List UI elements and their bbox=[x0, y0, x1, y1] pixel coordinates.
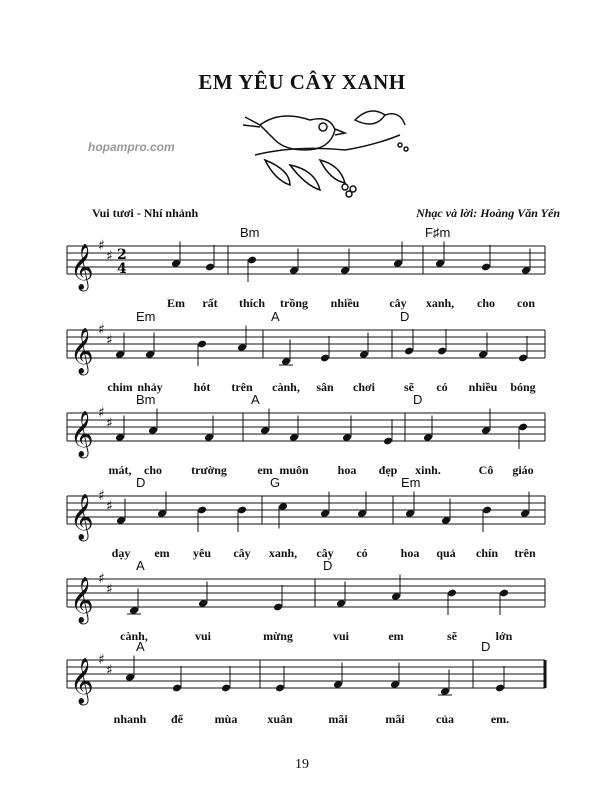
lyric-syllable: Cô bbox=[478, 463, 494, 477]
sharp-icon: ♯ bbox=[98, 238, 105, 254]
lyric-syllable: em. bbox=[490, 712, 510, 726]
lyric-syllable: nhanh bbox=[113, 712, 147, 726]
chord-symbol: D bbox=[481, 639, 491, 654]
lyric-syllable: vui bbox=[332, 629, 350, 643]
page-title: EM YÊU CÂY XANH bbox=[198, 70, 406, 94]
lyric-syllable: cành, bbox=[272, 380, 300, 394]
chord-symbol: A bbox=[136, 639, 145, 654]
chord-symbol: D bbox=[136, 475, 146, 490]
treble-clef-icon: 𝄞 bbox=[70, 658, 94, 704]
sharp-icon: ♯ bbox=[98, 405, 105, 421]
lyric-syllable: hoa bbox=[400, 546, 420, 560]
lyric-syllable: mát, bbox=[108, 463, 132, 477]
sharp-icon: ♯ bbox=[106, 498, 113, 515]
time-signature-bottom: 4 bbox=[117, 261, 127, 277]
lyric-syllable: thích bbox=[238, 296, 266, 310]
lyric-syllable: xuân bbox=[267, 712, 293, 726]
lyric-syllable: chín bbox=[475, 546, 499, 560]
sharp-icon: ♯ bbox=[106, 581, 113, 598]
staff-system-2 bbox=[0, 310, 604, 380]
chord-symbol: A bbox=[271, 309, 280, 324]
lyric-syllable: cho bbox=[477, 296, 495, 310]
chord-symbol: Bm bbox=[240, 225, 260, 240]
lyric-syllable: cho bbox=[144, 463, 162, 477]
lyric-syllable: trên bbox=[231, 380, 253, 394]
lyric-syllable: có bbox=[436, 380, 448, 394]
lyric-syllable: xanh, bbox=[268, 546, 298, 560]
lyric-syllable: mãi bbox=[385, 712, 405, 726]
composer-credit: Nhạc và lời: Hoàng Văn Yến bbox=[416, 206, 560, 220]
lyric-syllable: hót bbox=[193, 380, 211, 394]
lyric-syllable: cây bbox=[316, 546, 334, 560]
treble-clef-icon: 𝄞 bbox=[70, 494, 94, 540]
lyric-syllable: xanh, bbox=[425, 296, 455, 310]
chord-symbol: A bbox=[136, 558, 145, 573]
sharp-icon: ♯ bbox=[98, 652, 105, 668]
lyric-syllable: yêu bbox=[193, 546, 211, 560]
chord-symbol: G bbox=[270, 475, 281, 490]
chord-symbol: D bbox=[323, 558, 333, 573]
lyric-syllable: xinh. bbox=[415, 463, 441, 477]
lyric-syllable: nhiều bbox=[468, 380, 498, 394]
chord-symbol: D bbox=[400, 309, 410, 324]
treble-clef-icon: 𝄞 bbox=[70, 328, 94, 374]
lyric-syllable: trồng bbox=[280, 296, 308, 310]
sharp-icon: ♯ bbox=[106, 662, 113, 679]
treble-clef-icon: 𝄞 bbox=[70, 411, 94, 457]
staff-system-4 bbox=[0, 476, 604, 546]
staff-system-3 bbox=[0, 393, 604, 463]
time-signature-top: 2 bbox=[117, 247, 127, 263]
lyric-syllable: mùa bbox=[214, 712, 238, 726]
lyric-syllable: hoa bbox=[337, 463, 357, 477]
lyric-syllable: để bbox=[171, 712, 183, 726]
lyric-syllable: cây bbox=[233, 546, 251, 560]
page-number: 19 bbox=[295, 757, 309, 772]
sharp-icon: ♯ bbox=[106, 248, 113, 265]
chord-symbol: D bbox=[413, 392, 423, 407]
lyric-syllable: nhảy bbox=[137, 380, 163, 394]
lyric-syllable: của bbox=[436, 712, 454, 726]
lyric-syllable: chơi bbox=[353, 380, 375, 394]
lyric-syllable: sân bbox=[316, 380, 334, 394]
sharp-icon: ♯ bbox=[106, 415, 113, 432]
watermark: hopampro.com bbox=[88, 140, 175, 154]
lyric-syllable: có bbox=[356, 546, 368, 560]
chord-symbol: A bbox=[251, 392, 260, 407]
lyric-syllable: Em bbox=[167, 296, 185, 310]
lyric-syllable: muôn bbox=[279, 463, 309, 477]
chord-symbol: Bm bbox=[136, 392, 156, 407]
lyric-syllable: vui bbox=[194, 629, 212, 643]
lyric-syllable: con bbox=[517, 296, 535, 310]
lyric-syllable: dạy bbox=[111, 546, 131, 560]
staff-system-1 bbox=[0, 226, 604, 296]
sharp-icon: ♯ bbox=[98, 571, 105, 587]
lyric-syllable: mừng bbox=[263, 629, 293, 643]
lyric-syllable: rất bbox=[202, 296, 218, 310]
lyric-syllable: đẹp bbox=[378, 463, 398, 477]
staff-system-6 bbox=[0, 640, 604, 710]
chord-symbol: Em bbox=[401, 475, 421, 490]
lyric-syllable: sẽ bbox=[447, 629, 457, 643]
lyric-syllable: giáo bbox=[512, 463, 534, 477]
lyric-syllable: trường bbox=[191, 463, 227, 477]
staff-system-5 bbox=[0, 559, 604, 629]
lyric-syllable: lớn bbox=[495, 629, 513, 643]
lyric-syllable: sẽ bbox=[404, 380, 414, 394]
lyric-syllable: nhiều bbox=[330, 296, 360, 310]
lyric-syllable: em bbox=[257, 463, 273, 477]
chord-symbol: F♯m bbox=[425, 225, 451, 240]
lyric-syllable: mãi bbox=[328, 712, 348, 726]
sharp-icon: ♯ bbox=[98, 488, 105, 504]
sharp-icon: ♯ bbox=[98, 322, 105, 338]
lyric-syllable: cây bbox=[389, 296, 407, 310]
lyric-syllable: em bbox=[388, 629, 404, 643]
lyric-syllable: chim bbox=[107, 380, 133, 394]
lyric-syllable: bóng bbox=[510, 380, 536, 394]
treble-clef-icon: 𝄞 bbox=[70, 244, 94, 290]
lyric-syllable: trên bbox=[514, 546, 536, 560]
lyric-syllable: quả bbox=[436, 546, 456, 560]
chord-symbol: Em bbox=[136, 309, 156, 324]
bird-on-branch-icon bbox=[235, 105, 415, 205]
sharp-icon: ♯ bbox=[106, 332, 113, 349]
lyric-syllable: cành, bbox=[120, 629, 148, 643]
treble-clef-icon: 𝄞 bbox=[70, 577, 94, 623]
lyric-syllable: em bbox=[154, 546, 170, 560]
tempo-marking: Vui tươi - Nhí nhảnh bbox=[92, 206, 199, 220]
